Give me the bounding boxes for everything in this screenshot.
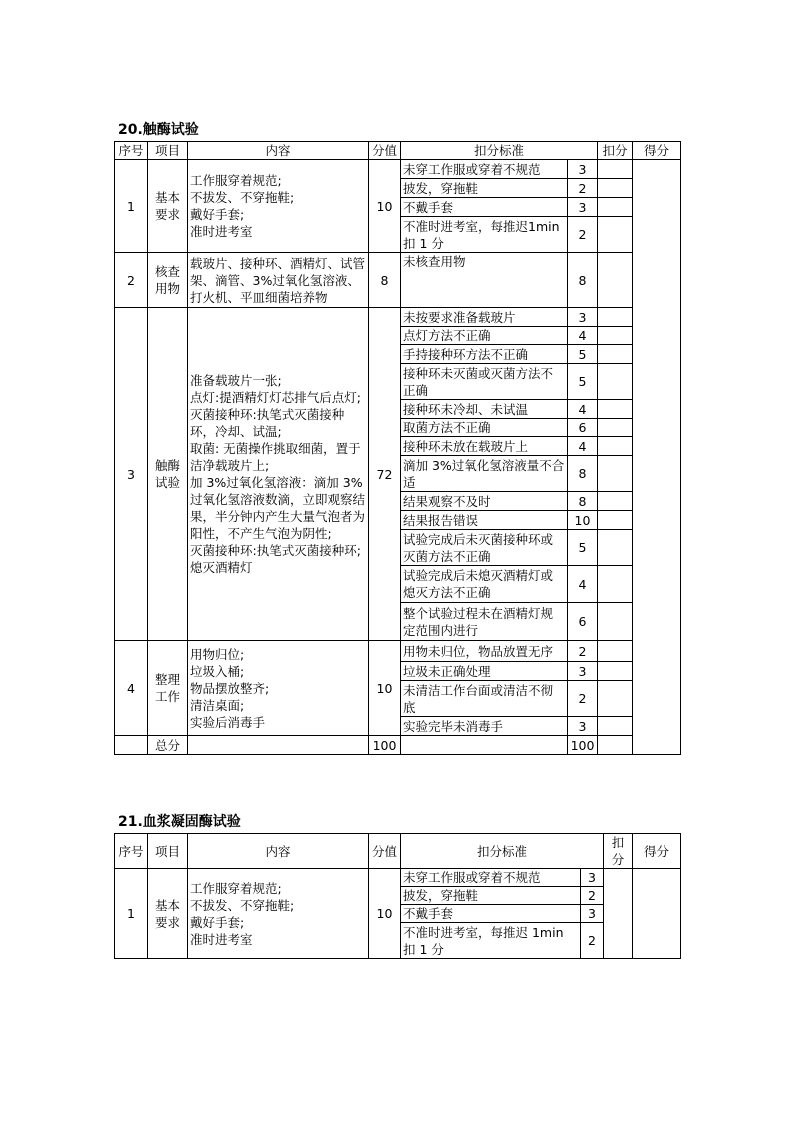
criteria-text: 试验完成后未熄灭酒精灯或熄灭方法不正确 — [401, 566, 568, 603]
table-row — [115, 641, 681, 662]
criteria-points: 8 — [568, 253, 598, 308]
row-score: 72 — [369, 308, 401, 641]
criteria-text: 整个试验过程未在酒精灯规定范围内进行 — [401, 603, 568, 641]
criteria-points: 2 — [568, 179, 598, 198]
deduction-cell[interactable] — [598, 437, 633, 456]
header-criteria: 扣分标准 — [401, 142, 598, 160]
deduction-cell[interactable] — [598, 681, 633, 717]
deduction-cell[interactable] — [598, 217, 633, 253]
row-item: 核查 用物 — [148, 253, 188, 308]
criteria-points: 2 — [568, 641, 598, 662]
row-score: 10 — [369, 869, 401, 959]
deduction-cell[interactable] — [598, 662, 633, 681]
row-content: 载玻片、接种环、酒精灯、试管架、滴管、3%过氧化氢溶液、打火机、平皿细菌培养物 — [188, 253, 369, 308]
header-item: 项目 — [148, 142, 188, 160]
table-row — [115, 869, 681, 887]
criteria-points: 3 — [568, 160, 598, 179]
deduction-cell[interactable] — [598, 179, 633, 198]
deduction-cell[interactable] — [598, 511, 633, 530]
criteria-text: 垃圾未正确处理 — [401, 662, 568, 681]
row-content: 用物归位; 垃圾入桶; 物品摆放整齐; 清洁桌面; 实验后消毒手 — [188, 641, 369, 736]
header-item: 项目 — [148, 834, 188, 869]
row-score: 10 — [369, 641, 401, 736]
criteria-points: 8 — [568, 456, 598, 492]
criteria-text: 结果观察不及时 — [401, 492, 568, 511]
table-row — [115, 253, 681, 308]
section-21-table — [114, 833, 681, 959]
row-item: 基本 要求 — [148, 869, 188, 959]
table-header-row — [115, 834, 681, 869]
row-no: 1 — [115, 160, 148, 253]
row-no: 3 — [115, 308, 148, 641]
deduction-cell[interactable] — [598, 160, 633, 179]
total-blank — [188, 736, 369, 755]
deduction-cell[interactable] — [598, 530, 633, 566]
criteria-text: 未穿工作服或穿着不规范 — [401, 869, 581, 887]
criteria-text: 结果报告错误 — [401, 511, 568, 530]
criteria-text: 未按要求准备载玻片 — [401, 308, 568, 327]
criteria-text: 未清洁工作台面或清洁不彻底 — [401, 681, 568, 717]
final-score-cell[interactable] — [633, 869, 681, 959]
row-content: 工作服穿着规范; 不拔发、不穿拖鞋; 戴好手套; 准时进考室 — [188, 869, 369, 959]
header-content: 内容 — [188, 142, 369, 160]
deduction-cell[interactable] — [598, 364, 633, 400]
criteria-points: 2 — [581, 887, 604, 905]
header-criteria: 扣分标准 — [401, 834, 604, 869]
row-content: 工作服穿着规范; 不拔发、不穿拖鞋; 戴好手套; 准时进考室 — [188, 160, 369, 253]
section-20-title: 20.触酶试验 — [118, 122, 199, 138]
deduction-cell[interactable] — [598, 603, 633, 641]
header-final-score: 得分 — [633, 142, 681, 160]
header-content: 内容 — [188, 834, 369, 869]
table-row — [115, 308, 681, 327]
deduction-cell[interactable] — [598, 253, 633, 308]
deduction-cell[interactable] — [598, 198, 633, 217]
row-no: 4 — [115, 641, 148, 736]
criteria-text: 未穿工作服或穿着不规范 — [401, 160, 568, 179]
criteria-text: 手持接种环方法不正确 — [401, 345, 568, 364]
criteria-text: 接种环未灭菌或灭菌方法不正确 — [401, 364, 568, 400]
criteria-points: 3 — [581, 869, 604, 887]
header-score: 分值 — [369, 142, 401, 160]
criteria-points: 3 — [568, 717, 598, 736]
row-content: 准备载玻片一张; 点灯:提酒精灯灯芯排气后点灯; 灭菌接种环:执笔式灭菌接种环，冷却、试温; 取菌: 无菌操作挑取细菌，置于洁净载玻片上; 加 3%过氧化氢溶液：滴加 3%过氧化氢溶液数滴，立即观察结果，半分钟内产生大量气泡者为阳性，不产生气泡为阴性; 灭菌接种环:执笔式灭菌接种环; 熄灭酒精灯 — [188, 308, 369, 641]
row-item: 整理 工作 — [148, 641, 188, 736]
criteria-points: 3 — [568, 308, 598, 327]
header-deduction: 扣分 — [598, 142, 633, 160]
deduction-cell[interactable] — [598, 308, 633, 327]
criteria-text: 实验完毕未消毒手 — [401, 717, 568, 736]
total-row — [115, 736, 681, 755]
criteria-points: 2 — [581, 923, 604, 959]
row-score: 8 — [369, 253, 401, 308]
criteria-text: 点灯方法不正确 — [401, 327, 568, 345]
deduction-cell[interactable] — [598, 400, 633, 419]
deduction-cell[interactable] — [604, 869, 633, 959]
criteria-points: 10 — [568, 511, 598, 530]
row-no: 1 — [115, 869, 148, 959]
header-no: 序号 — [115, 142, 148, 160]
deduction-cell[interactable] — [598, 456, 633, 492]
row-item: 触酶 试验 — [148, 308, 188, 641]
criteria-points: 5 — [568, 530, 598, 566]
section-21-title: 21.血浆凝固酶试验 — [118, 814, 241, 830]
section-20-table — [114, 141, 681, 755]
deduction-cell[interactable] — [598, 566, 633, 603]
criteria-text: 未核查用物 — [401, 253, 568, 308]
criteria-text: 接种环未冷却、未试温 — [401, 400, 568, 419]
total-label: 总分 — [148, 736, 188, 755]
criteria-points: 2 — [568, 217, 598, 253]
criteria-points: 3 — [568, 662, 598, 681]
deduction-cell[interactable] — [598, 419, 633, 437]
total-blank — [115, 736, 148, 755]
criteria-text: 不戴手套 — [401, 198, 568, 217]
criteria-text: 不戴手套 — [401, 905, 581, 923]
deduction-cell[interactable] — [598, 327, 633, 345]
criteria-points: 6 — [568, 603, 598, 641]
row-no: 2 — [115, 253, 148, 308]
total-blank — [401, 736, 568, 755]
header-deduction: 扣分 — [604, 834, 633, 869]
criteria-text: 不准时进考室，每推迟1min 扣 1 分 — [401, 217, 568, 253]
total-points: 100 — [568, 736, 598, 755]
criteria-text: 不准时进考室，每推迟 1min 扣 1 分 — [401, 923, 581, 959]
table-row — [115, 160, 681, 179]
deduction-cell[interactable] — [598, 641, 633, 662]
criteria-points: 8 — [568, 492, 598, 511]
table-header-row — [115, 142, 681, 160]
criteria-points: 6 — [568, 419, 598, 437]
criteria-points: 4 — [568, 400, 598, 419]
row-score: 10 — [369, 160, 401, 253]
deduction-cell[interactable] — [598, 492, 633, 511]
criteria-points: 4 — [568, 437, 598, 456]
criteria-text: 取菌方法不正确 — [401, 419, 568, 437]
final-score-cell[interactable] — [633, 160, 681, 755]
criteria-points: 3 — [568, 198, 598, 217]
criteria-points: 3 — [581, 905, 604, 923]
criteria-points: 5 — [568, 364, 598, 400]
header-final-score: 得分 — [633, 834, 681, 869]
criteria-points: 4 — [568, 327, 598, 345]
criteria-text: 试验完成后未灭菌接种环或灭菌方法不正确 — [401, 530, 568, 566]
row-item: 基本 要求 — [148, 160, 188, 253]
header-score: 分值 — [369, 834, 401, 869]
criteria-points: 4 — [568, 566, 598, 603]
deduction-cell[interactable] — [598, 736, 633, 755]
criteria-text: 披发，穿拖鞋 — [401, 179, 568, 198]
criteria-points: 5 — [568, 345, 598, 364]
criteria-points: 2 — [568, 681, 598, 717]
total-score: 100 — [369, 736, 401, 755]
criteria-text: 滴加 3%过氧化氢溶液量不合适 — [401, 456, 568, 492]
criteria-text: 用物未归位，物品放置无序 — [401, 641, 568, 662]
criteria-text: 接种环未放在载玻片上 — [401, 437, 568, 456]
deduction-cell[interactable] — [598, 717, 633, 736]
criteria-text: 披发，穿拖鞋 — [401, 887, 581, 905]
header-no: 序号 — [115, 834, 148, 869]
deduction-cell[interactable] — [598, 345, 633, 364]
